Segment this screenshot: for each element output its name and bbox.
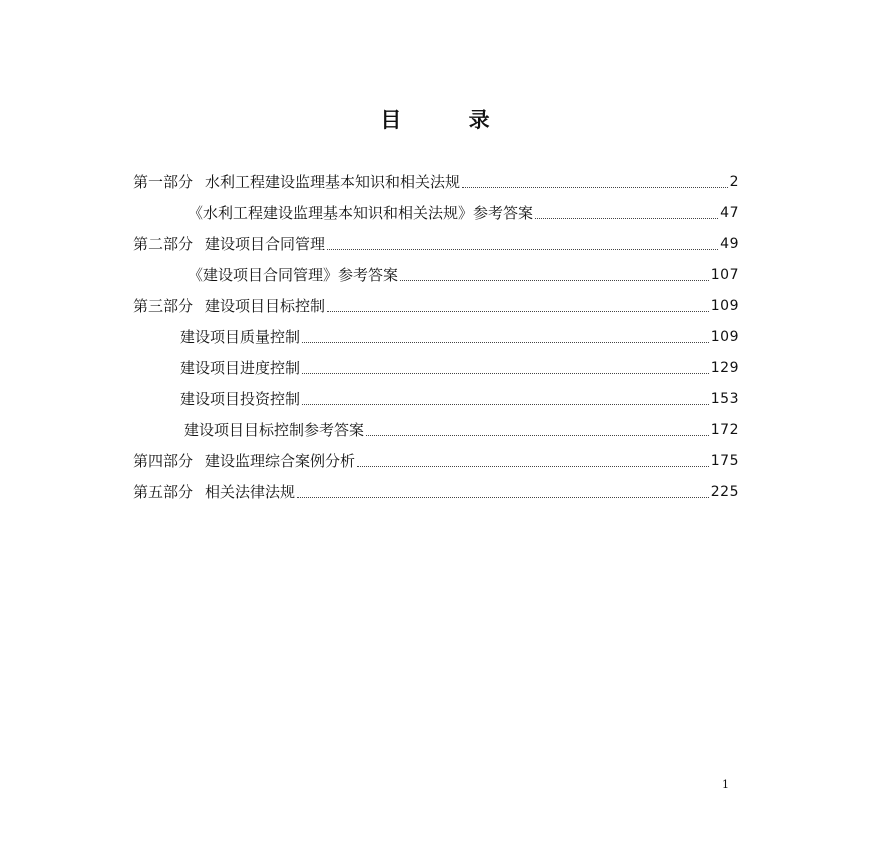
toc-leader-dots bbox=[462, 187, 728, 188]
toc-entry-label bbox=[180, 389, 300, 409]
toc-entry-part: 第三部分 bbox=[133, 297, 194, 315]
toc-leader-dots bbox=[357, 466, 709, 467]
toc-entry[interactable] bbox=[184, 416, 739, 440]
toc-entry[interactable] bbox=[133, 168, 739, 192]
toc-leader-dots bbox=[302, 342, 709, 343]
toc-entry-page: 172 bbox=[710, 422, 739, 438]
toc-leader-dots bbox=[535, 218, 718, 219]
toc-entry-part: 第五部分 bbox=[133, 483, 194, 501]
toc-entry-page: 129 bbox=[710, 360, 739, 376]
toc-entry-part: 第二部分 bbox=[133, 235, 194, 253]
toc-entry-part: 第一部分 bbox=[133, 173, 194, 191]
toc-entry-page: 47 bbox=[720, 205, 739, 221]
toc-entry-page: 49 bbox=[720, 236, 739, 252]
toc-entry-page: 2 bbox=[729, 174, 739, 190]
toc-entry[interactable] bbox=[188, 199, 739, 223]
toc-entry[interactable] bbox=[133, 478, 739, 502]
toc-entry-page: 175 bbox=[710, 453, 739, 469]
toc-entry-page: 153 bbox=[710, 391, 739, 407]
page-number: 1 bbox=[722, 778, 729, 791]
toc-entry-title: 建设监理综合案例分析 bbox=[205, 452, 356, 470]
toc-entry-title: 《水利工程建设监理基本知识和相关法规》参考答案 bbox=[188, 204, 534, 222]
toc-entry-label bbox=[180, 358, 300, 378]
toc-entry-title: 建设项目目标控制 bbox=[205, 297, 326, 315]
toc-entry-label bbox=[133, 451, 355, 471]
toc-entry-title: 相关法律法规 bbox=[205, 483, 296, 501]
toc-entry-title: 建设项目合同管理 bbox=[205, 235, 326, 253]
toc-leader-dots bbox=[400, 280, 709, 281]
toc-entry-label bbox=[188, 265, 398, 285]
toc-leader-dots bbox=[327, 249, 718, 250]
toc-entry-label bbox=[133, 234, 325, 254]
toc-entry-part: 第四部分 bbox=[133, 452, 194, 470]
toc-leader-dots bbox=[366, 435, 709, 436]
toc-leader-dots bbox=[302, 373, 709, 374]
toc-entry-label bbox=[184, 420, 364, 440]
toc-entry-title: 建设项目目标控制参考答案 bbox=[184, 421, 365, 439]
toc-entry-label bbox=[133, 172, 460, 192]
toc-leader-dots bbox=[297, 497, 709, 498]
toc-entry-title: 建设项目进度控制 bbox=[180, 359, 301, 377]
toc-entry-page: 225 bbox=[710, 484, 739, 500]
toc-entry-label bbox=[188, 203, 533, 223]
toc-entry-label bbox=[133, 296, 325, 316]
toc-entry[interactable] bbox=[180, 323, 739, 347]
toc-entry[interactable] bbox=[180, 354, 739, 378]
toc-leader-dots bbox=[302, 404, 709, 405]
toc-entry-page: 107 bbox=[710, 267, 739, 283]
toc-entry[interactable] bbox=[133, 230, 739, 254]
toc-entry-label bbox=[133, 482, 295, 502]
toc-entry-page: 109 bbox=[710, 329, 739, 345]
toc-entry-title: 建设项目投资控制 bbox=[180, 390, 301, 408]
toc-title: 目 录 bbox=[380, 107, 520, 132]
toc-entry[interactable] bbox=[188, 261, 739, 285]
toc-entry-title: 建设项目质量控制 bbox=[180, 328, 301, 346]
toc-leader-dots bbox=[327, 311, 709, 312]
toc-entry-label bbox=[180, 327, 300, 347]
toc-entry-page: 109 bbox=[710, 298, 739, 314]
toc-entry-title: 水利工程建设监理基本知识和相关法规 bbox=[205, 173, 461, 191]
toc-entry-title: 《建设项目合同管理》参考答案 bbox=[188, 266, 399, 284]
toc-entry[interactable] bbox=[133, 292, 739, 316]
toc-entry[interactable] bbox=[180, 385, 739, 409]
toc-entry[interactable] bbox=[133, 447, 739, 471]
